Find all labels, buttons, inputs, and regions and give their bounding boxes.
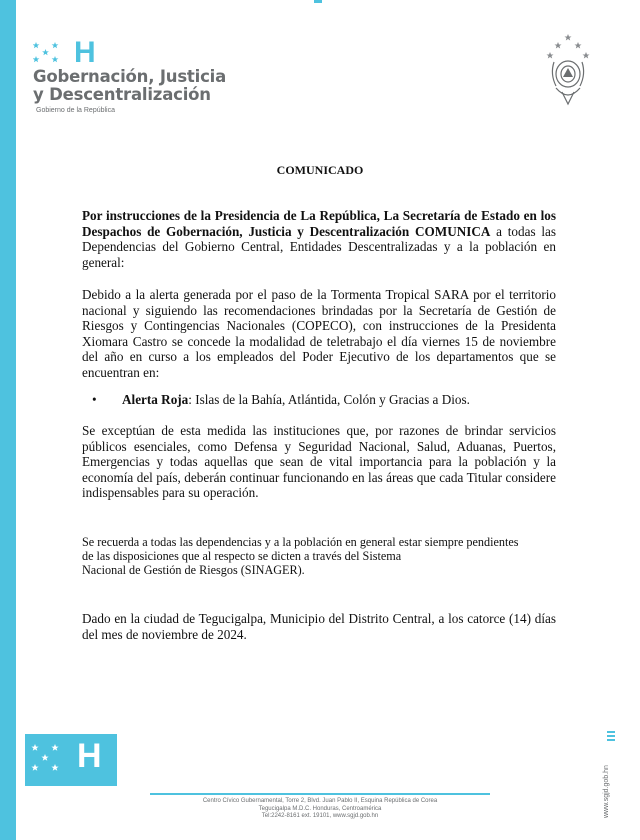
alert-level-label: Alerta Roja [122,392,189,407]
intro-paragraph [82,208,556,270]
logo-title-line2: y Descentralización [33,85,211,104]
alert-text [122,392,470,408]
logo-stars-icon [33,40,73,66]
footer-address-line2: Tegucigalpa M.D.C. Honduras, Centroamérica [258,805,382,812]
logo-subtitle: Gobierno de la República [36,107,115,114]
footer-logo-letter: H [77,737,102,775]
intro-bold-text: Por instrucciones de la Presidencia de La República, La Secretaría de Estado en los Despachos de Gobernación, Justicia y Descentralización COMUNICA [82,208,556,239]
footer-logo-block [25,734,117,786]
reminder-line-3: Nacional de Gestión de Riesgos (SINAGER). [82,563,305,578]
footer-stars-icon [25,734,75,786]
bullet-icon: • [92,392,97,407]
reminder-paragraph [82,535,556,578]
reminder-line-1: Se recuerda a todas las dependencias y a la población en general estar siempre pendientes [82,535,519,549]
closing-paragraph: Dado en la ciudad de Tegucigalpa, Municipio del Distrito Central, a los catorce (14) días del mes de noviembre de 2024. [82,611,556,642]
side-bars-icon [607,731,615,741]
footer-website-vertical: www.sgjd.gob.hn [603,765,610,818]
alert-regions: : Islas de la Bahía, Atlántida, Colón y Gracias a Dios. [188,392,470,407]
document-title: COMUNICADO [276,163,364,177]
footer-divider [150,793,490,795]
reminder-line-2: de las disposiciones que al respecto se dicten a través del Sistema [82,549,402,564]
footer-address [150,798,490,821]
logo-letter: H [74,36,96,69]
footer-address-line1: Centro Cívico Gubernamental, Torre 2, Blvd. Juan Pablo II, Esquina República de Corea [202,798,438,804]
logo-title-line1: Gobernación, Justicia [33,67,227,86]
left-accent-bar [0,0,16,840]
coat-of-arms-seal-icon [542,30,594,108]
intro-text: a todas las Dependencias del Gobierno Central, Entidades Descentralizadas y a la población en general: [82,223,557,270]
exceptions-paragraph: Se exceptúan de esta medida las instituciones que, por razones de brindar servicios públicos esenciales, como Defensa y Seguridad Nacional, Salud, Aduanas, Puertos, Emergencias y todas aquellas que sean de vital importancia para la población y la economía del país, deberán continuar funcionando en las áreas que cada Titular considere indispensables para su operación. [82,423,556,501]
top-accent-mark [314,0,322,3]
context-paragraph: Debido a la alerta generada por el paso de la Tormenta Tropical SARA por el territorio nacional y siguiendo las recomendaciones brindadas por la Secretaría de Gestión de Riesgos y Contingencias Nacionales (COPECO), con instrucciones de la Presidenta Xiomara Castro se concede la modalidad de teletrabajo el día viernes 15 de noviembre del año en curso a los empleados del Poder Ejecutivo de los departamentos que se encuentran en: [82,287,556,380]
footer-address-line3: Tel:2242-8161 ext. 19101, www.sgjd.gob.hn [261,813,379,819]
